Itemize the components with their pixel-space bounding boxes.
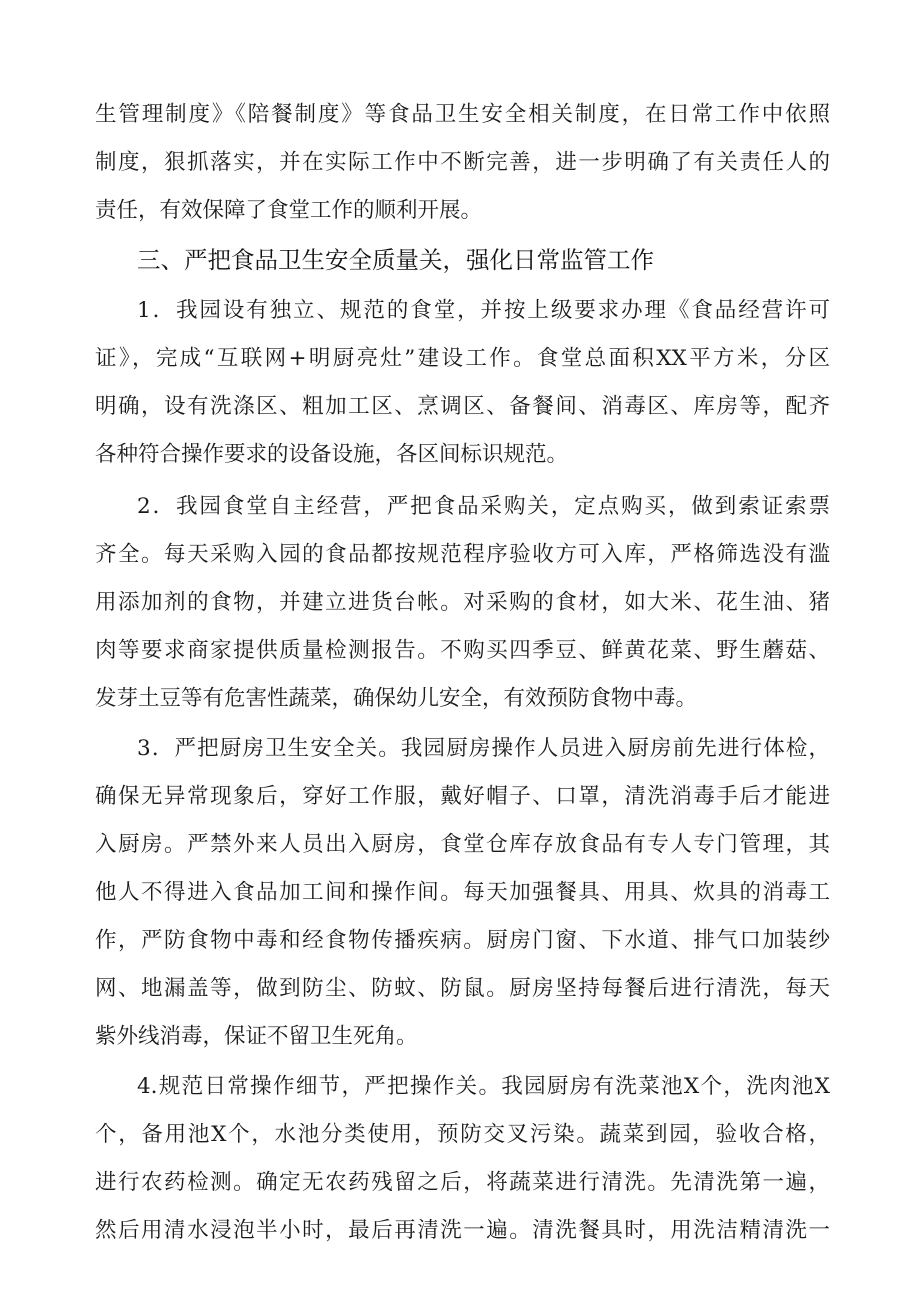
item3-line-1: 3．严把厨房卫生安全关。我园厨房操作人员进入厨房前先进行体检， bbox=[137, 736, 830, 761]
item4-line-3: 进行农药检测。确定无农药残留之后，将蔬菜进行清洗。先清洗第一遍， bbox=[95, 1170, 830, 1195]
item2-line-1: 2．我园食堂自主经营，严把食品采购关，定点购买，做到索证索票 bbox=[137, 494, 830, 519]
item3-line-5: 作，严防食物中毒和经食物传播疾病。厨房门窗、下水道、排气口加装纱 bbox=[95, 928, 830, 953]
section-heading: 三、严把食品卫生安全质量关，强化日常监管工作 bbox=[137, 246, 654, 274]
item1-line-3: 明确，设有洗涤区、粗加工区、烹调区、备餐间、消毒区、库房等，配齐 bbox=[95, 394, 830, 419]
item3-line-7: 紫外线消毒，保证不留卫生死角。 bbox=[95, 1024, 418, 1049]
item3-line-2: 确保无异常现象后，穿好工作服，戴好帽子、口罩，清洗消毒手后才能进 bbox=[95, 784, 830, 809]
item3-line-4: 他人不得进入食品加工间和操作间。每天加强餐具、用具、炊具的消毒工 bbox=[95, 880, 830, 905]
item4-line-4: 然后用清水浸泡半小时，最后再清洗一遍。清洗餐具时，用洗洁精清洗一 bbox=[95, 1218, 830, 1243]
item1-line-2: 证》，完成“互联网+明厨亮灶”建设工作。食堂总面积XX平方米，分区 bbox=[95, 346, 830, 371]
item3-line-6: 网、地漏盖等，做到防尘、防蚊、防鼠。厨房坚持每餐后进行清洗，每天 bbox=[95, 976, 830, 1001]
item4-line-2: 个，备用池X个，水池分类使用，预防交叉污染。蔬菜到园，验收合格， bbox=[95, 1122, 830, 1147]
intro-line-2: 制度，狠抓落实，并在实际工作中不断完善，进一步明确了有关责任人的 bbox=[95, 150, 830, 175]
item1-line-1: 1．我园设有独立、规范的食堂，并按上级要求办理《食品经营许可 bbox=[137, 298, 830, 323]
intro-line-1: 生管理制度》《陪餐制度》等食品卫生安全相关制度，在日常工作中依照 bbox=[95, 102, 830, 127]
item3-line-3: 入厨房。严禁外来人员出入厨房，食堂仓库存放食品有专人专门管理，其 bbox=[95, 832, 830, 857]
item2-line-3: 用添加剂的食物，并建立进货台帐。对采购的食材，如大米、花生油、猪 bbox=[95, 590, 830, 615]
item2-line-5: 发芽土豆等有危害性蔬菜，确保幼儿安全，有效预防食物中毒。 bbox=[95, 686, 698, 711]
item1-line-4: 各种符合操作要求的设备设施，各区间标识规范。 bbox=[95, 442, 569, 467]
intro-line-3: 责任，有效保障了食堂工作的顺利开展。 bbox=[95, 198, 483, 223]
item2-line-4: 肉等要求商家提供质量检测报告。不购买四季豆、鲜黄花菜、野生蘑菇、 bbox=[95, 638, 830, 663]
item4-line-1: 4.规范日常操作细节，严把操作关。我园厨房有洗菜池X个，洗肉池X bbox=[137, 1074, 830, 1099]
item2-line-2: 齐全。每天采购入园的食品都按规范程序验收方可入库，严格筛选没有滥 bbox=[95, 542, 830, 567]
